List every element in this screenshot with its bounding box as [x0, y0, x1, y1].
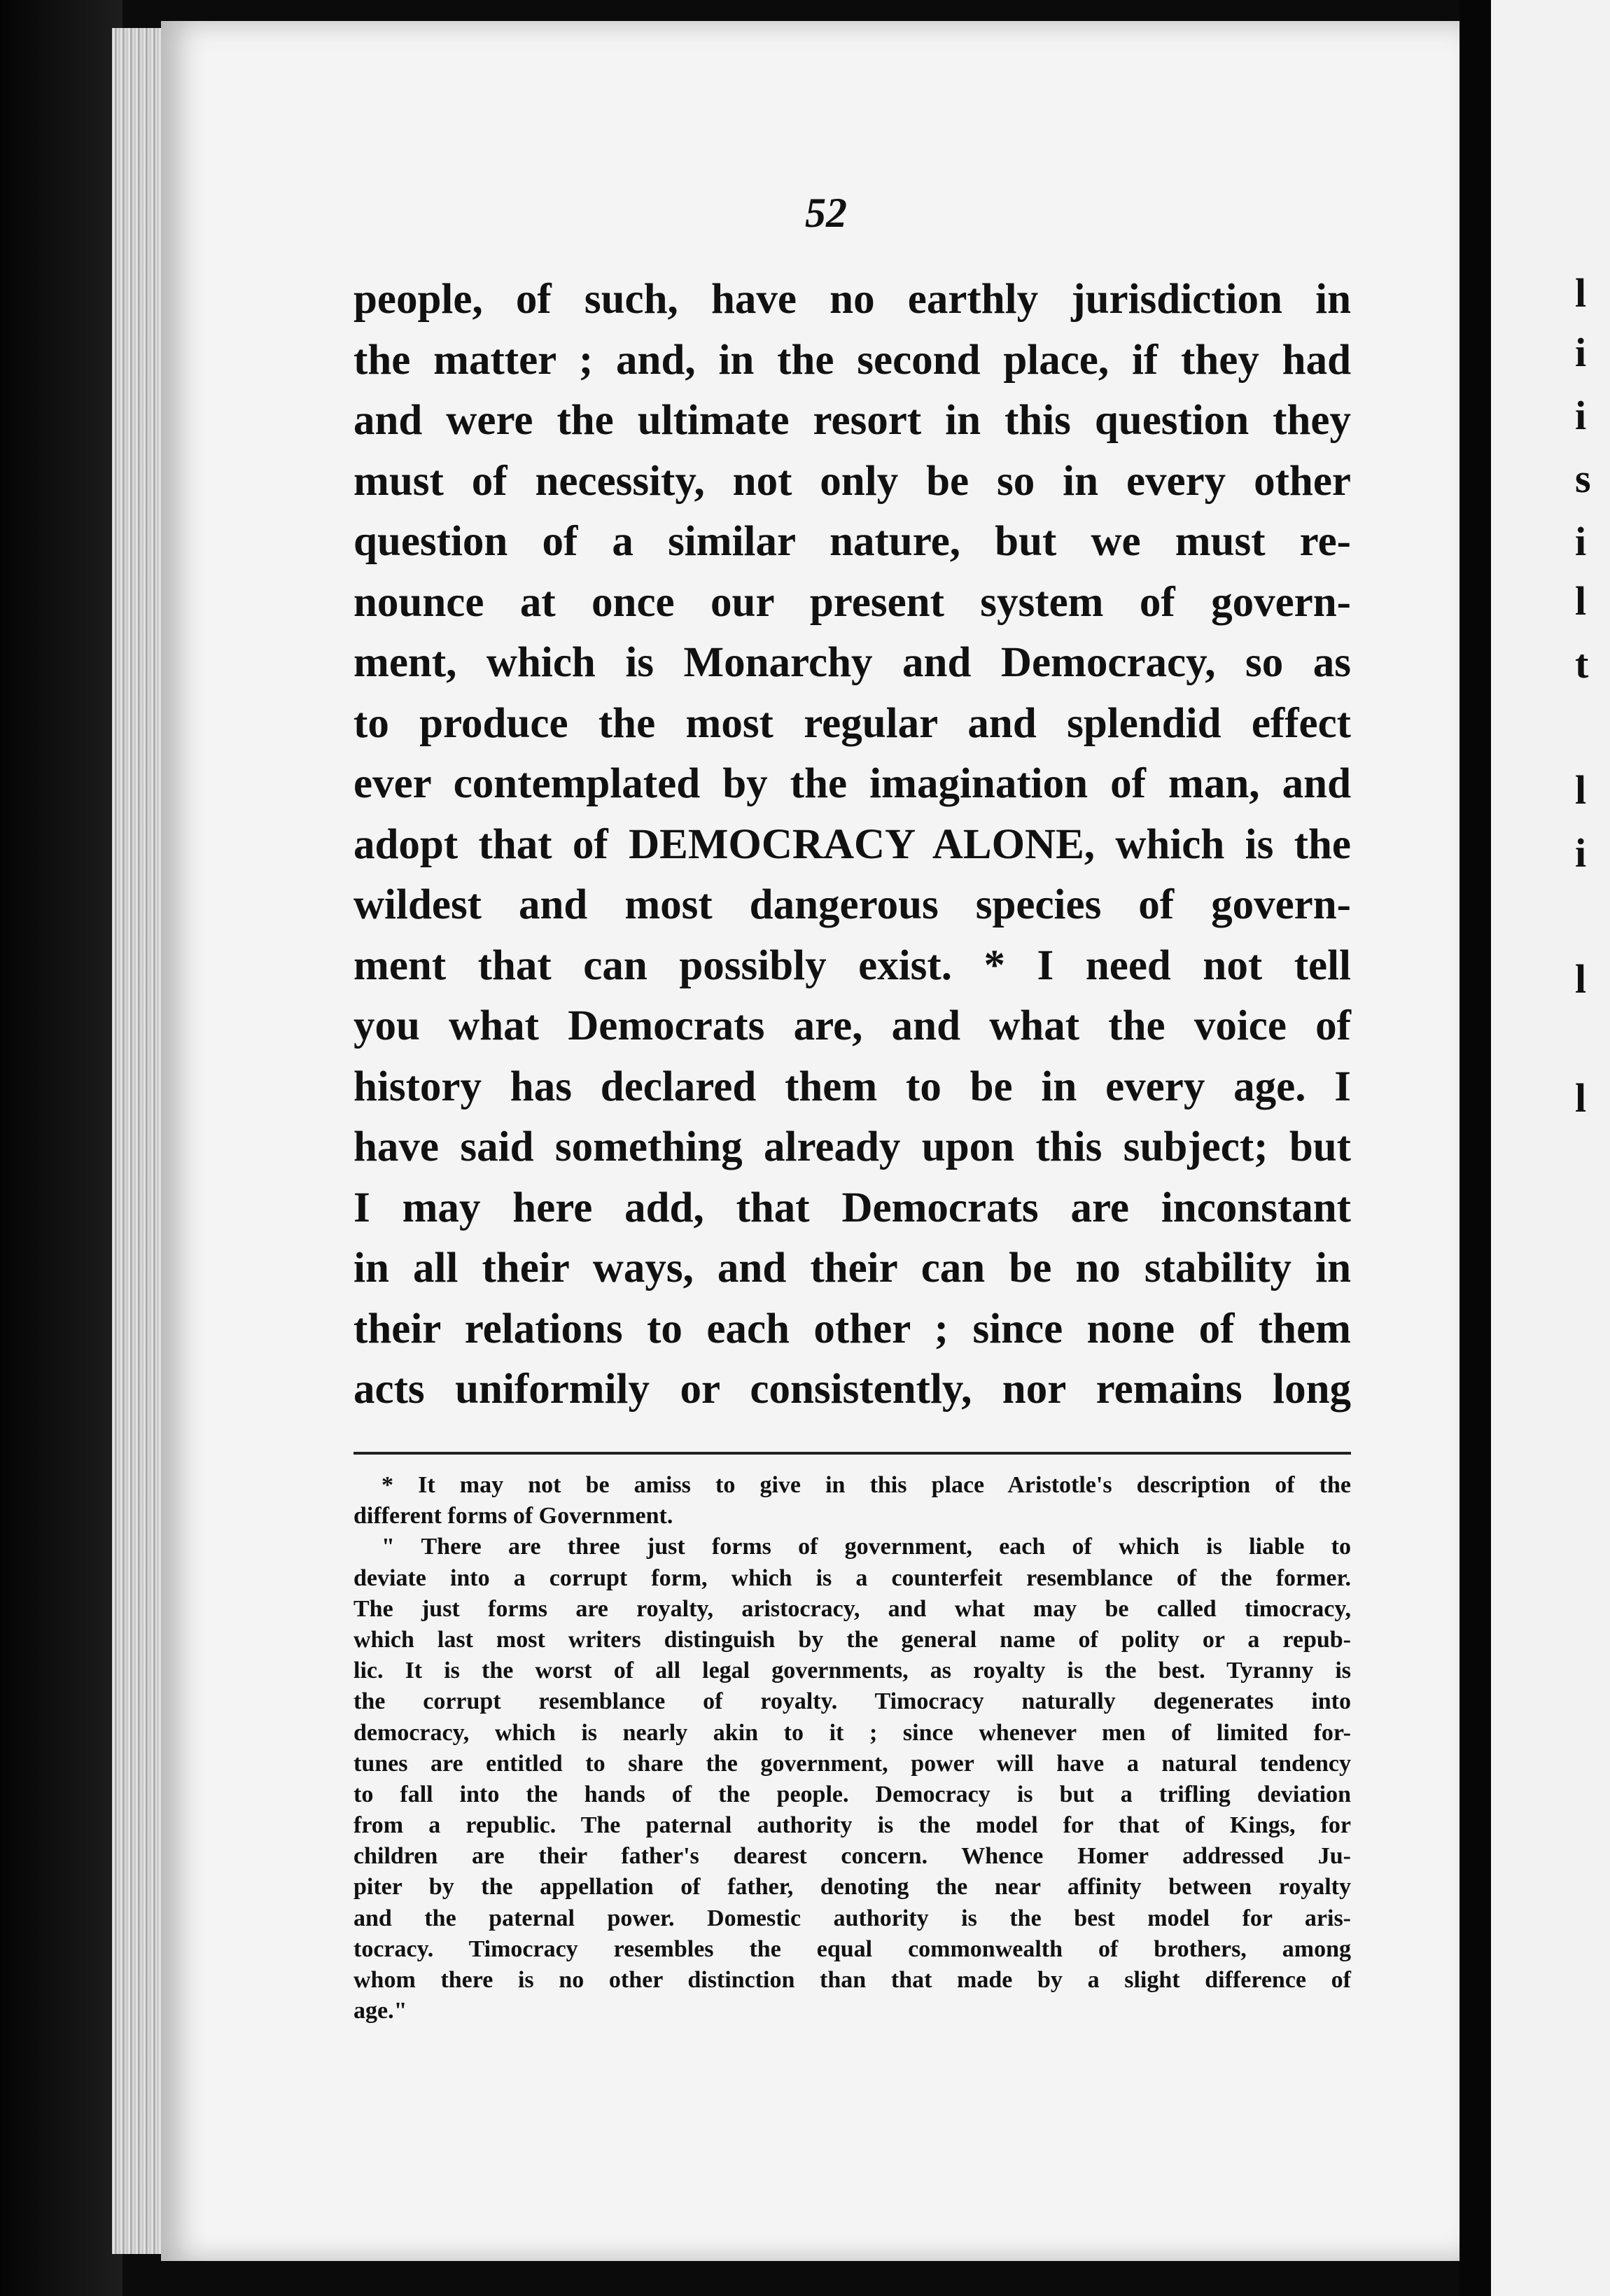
text-line: and were the ultimate resort in this question they [354, 397, 1351, 444]
footnote-line: different forms of Government. [354, 1503, 673, 1530]
next-page-letter: s [1575, 456, 1591, 501]
footnote-line: which last most writers distinguish by the general name of polity or a repub- [354, 1626, 1351, 1653]
page-number: 52 [805, 190, 847, 236]
text-line: people, of such, have no earthly jurisdiction in [354, 276, 1351, 323]
footnote-line: piter by the appellation of father, denoting the near affinity between royalty [354, 1874, 1351, 1900]
text-line: to produce the most regular and splendid effect [354, 699, 1351, 747]
text-line: wildest and most dangerous species of govern- [354, 881, 1351, 928]
text-line: question of a similar nature, but we must re- [354, 518, 1351, 565]
footnote-line: whom there is no other distinction than that made by a slight difference of [354, 1967, 1351, 1993]
scan-background-left [0, 0, 122, 2296]
next-page-letter: l [1575, 270, 1587, 316]
text-line: ever contemplated by the imagination of man, and [354, 760, 1351, 807]
next-page-letter: i [1575, 330, 1587, 375]
text-line: the matter ; and, in the second place, if they had [354, 336, 1351, 384]
next-page-letter: l [1575, 956, 1587, 1002]
text-line: nounce at once our present system of govern- [354, 578, 1351, 626]
footnote-line: age." [354, 1998, 407, 2024]
footnote-line: * It may not be amiss to give in this place Aristotle's description of the [382, 1472, 1351, 1498]
next-page-letter: l [1575, 1075, 1587, 1121]
body-text [354, 270, 1351, 1420]
footnote-line: and the paternal power. Domestic authority is the best model for aris- [354, 1905, 1351, 1931]
footnote-line: children are their father's dearest concern. Whence Homer addressed Ju- [354, 1843, 1351, 1870]
next-page-letter: l [1575, 767, 1587, 813]
footnote-line: The just forms are royalty, aristocracy, and what may be called timocracy, [354, 1595, 1351, 1622]
footnote-line: " There are three just forms of government, each of which is liable to [382, 1534, 1351, 1560]
text-line: ment that can possibly exist. * I need not tell [354, 941, 1351, 989]
footnote-divider [354, 1452, 1351, 1455]
book-gutter [1460, 0, 1491, 2296]
text-line: acts uniformily or consistently, nor remains long [354, 1366, 1351, 1413]
text-line: I may here add, that Democrats are inconstant [354, 1184, 1351, 1231]
text-line: have said something already upon this subject; but [354, 1124, 1351, 1170]
footnote-block [354, 1470, 1351, 2026]
next-page-letter: t [1575, 641, 1589, 687]
footnote-line: deviate into a corrupt form, which is a counterfeit resemblance of the former. [354, 1564, 1351, 1591]
next-page-letter: i [1575, 393, 1587, 438]
next-page-letter: i [1575, 519, 1587, 564]
next-page-sliver [1491, 0, 1610, 2296]
next-page-letter: i [1575, 830, 1587, 876]
footnote-line: tunes are entitled to share the government, power will have a natural tendency [354, 1750, 1351, 1777]
footnote-line: from a republic. The paternal authority is the model for that of Kings, for [354, 1812, 1351, 1839]
text-line: adopt that of DEMOCRACY ALONE, which is the [354, 820, 1351, 868]
footnote-line: to fall into the hands of the people. Democracy is but a trifling deviation [354, 1781, 1351, 1807]
footnote-line: lic. It is the worst of all legal governments, as royalty is the best. Tyranny is [354, 1658, 1351, 1684]
text-line: their relations to each other ; since none of them [354, 1305, 1351, 1352]
footnote-line: the corrupt resemblance of royalty. Timocracy naturally degenerates into [354, 1688, 1351, 1715]
footnote-line: democracy, which is nearly akin to it ; since whenever men of limited for- [354, 1719, 1351, 1746]
text-line: must of necessity, not only be so in every other [354, 457, 1351, 505]
text-line: history has declared them to be in every age. I [354, 1063, 1351, 1110]
text-line: you what Democrats are, and what the voice of [354, 1002, 1351, 1049]
text-line: ment, which is Monarchy and Democracy, so as [354, 639, 1351, 686]
next-page-letter: l [1575, 578, 1587, 624]
text-line: in all their ways, and their can be no stability in [354, 1245, 1351, 1292]
footnote-line: tocracy. Timocracy resembles the equal commonwealth of brothers, among [354, 1935, 1351, 1962]
